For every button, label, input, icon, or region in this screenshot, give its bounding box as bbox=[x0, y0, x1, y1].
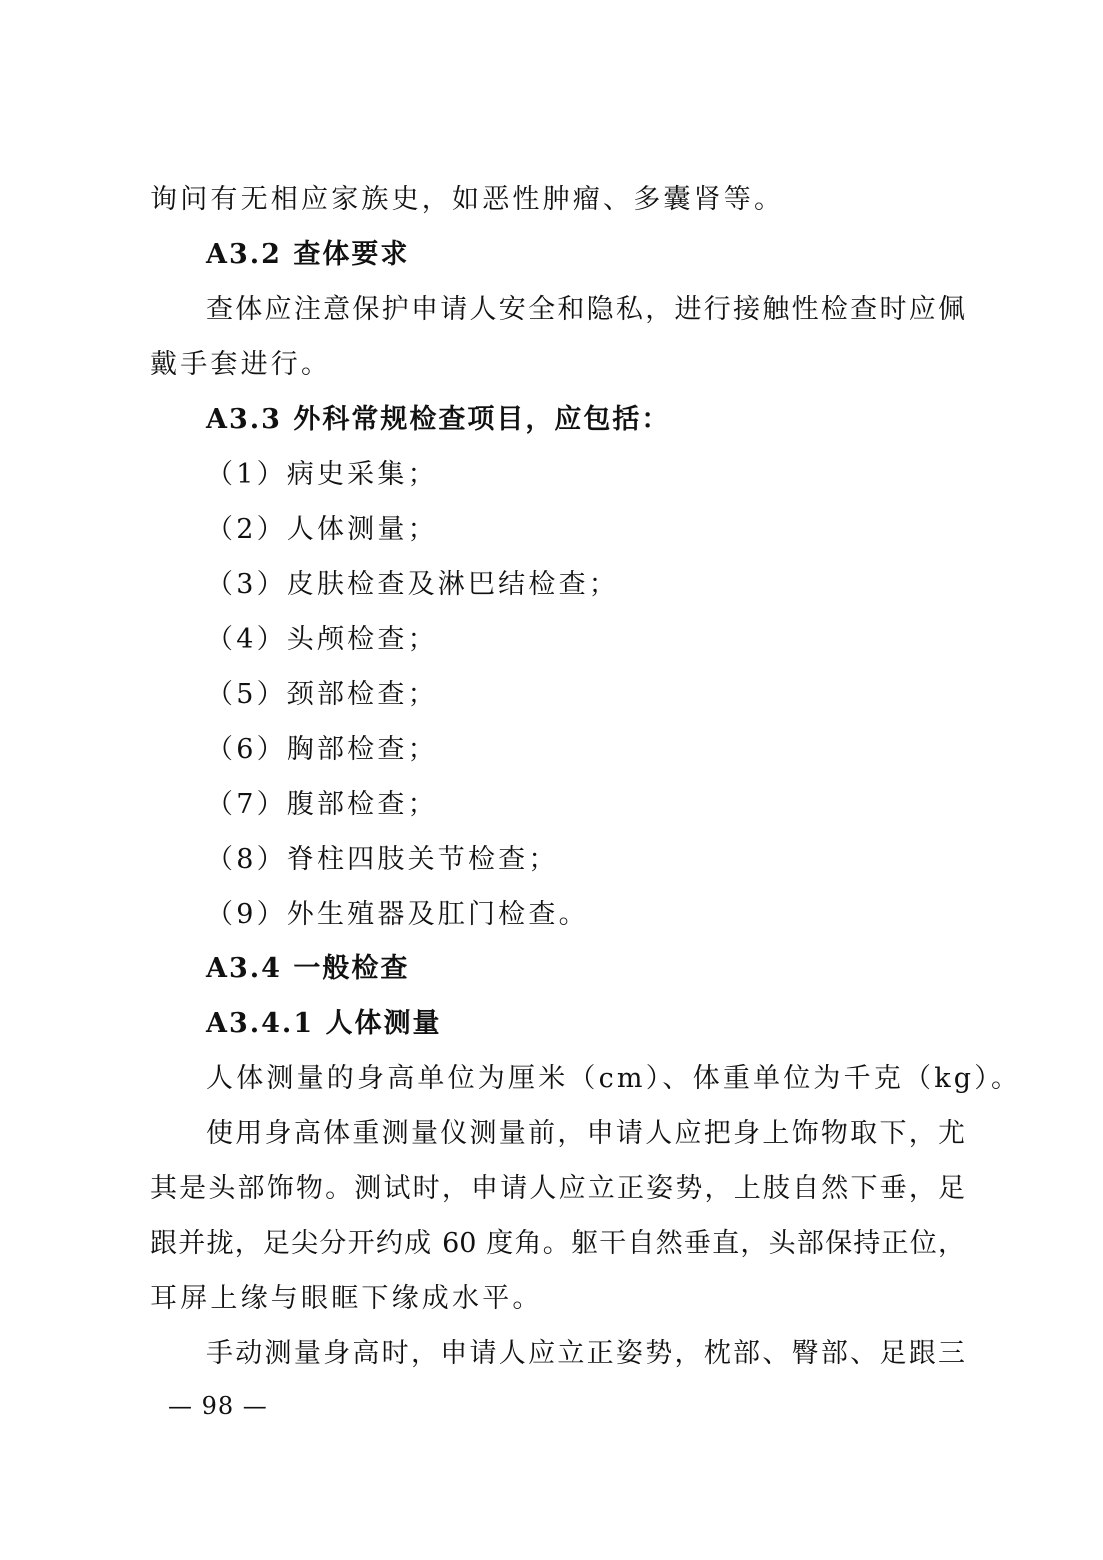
list-item: （9）外生殖器及肛门检查。 bbox=[206, 899, 589, 930]
text-line: 耳屏上缘与眼眶下缘成水平。 bbox=[150, 1283, 543, 1314]
text-line: 使用身高体重测量仪测量前，申请人应把身上饰物取下，尤 bbox=[206, 1118, 965, 1149]
list-item: （2）人体测量； bbox=[206, 514, 438, 545]
section-heading: A3.4.1 人体测量 bbox=[206, 1008, 442, 1039]
list-item: （1）病史采集； bbox=[206, 459, 438, 490]
text-line: 人体测量的身高单位为厘米（cm）、体重单位为千克（kg）。 bbox=[206, 1063, 1022, 1094]
section-heading: A3.4 一般检查 bbox=[206, 953, 410, 984]
list-item: （8）脊柱四肢关节检查； bbox=[206, 844, 559, 875]
text-line: 其是头部饰物。测试时，申请人应立正姿势，上肢自然下垂，足 bbox=[150, 1173, 965, 1204]
list-item: （7）腹部检查； bbox=[206, 789, 438, 820]
list-item: （6）胸部检查； bbox=[206, 734, 438, 765]
text-line: 手动测量身高时，申请人应立正姿势，枕部、臀部、足跟三 bbox=[206, 1338, 965, 1369]
list-item: （5）颈部检查； bbox=[206, 679, 438, 710]
text-line: 询问有无相应家族史，如恶性肿瘤、多囊肾等。 bbox=[150, 184, 785, 215]
section-heading: A3.2 查体要求 bbox=[206, 239, 410, 270]
text-line: 查体应注意保护申请人安全和隐私，进行接触性检查时应佩 bbox=[206, 294, 965, 325]
text-line: 跟并拢，足尖分开约成 60 度角。躯干自然垂直，头部保持正位， bbox=[150, 1228, 965, 1259]
section-heading: A3.3 外科常规检查项目，应包括： bbox=[206, 404, 671, 435]
list-item: （4）头颅检查； bbox=[206, 624, 438, 655]
text-line: 戴手套进行。 bbox=[150, 349, 332, 380]
list-item: （3）皮肤检查及淋巴结检查； bbox=[206, 569, 619, 600]
page-number: — 98 — bbox=[168, 1392, 268, 1420]
